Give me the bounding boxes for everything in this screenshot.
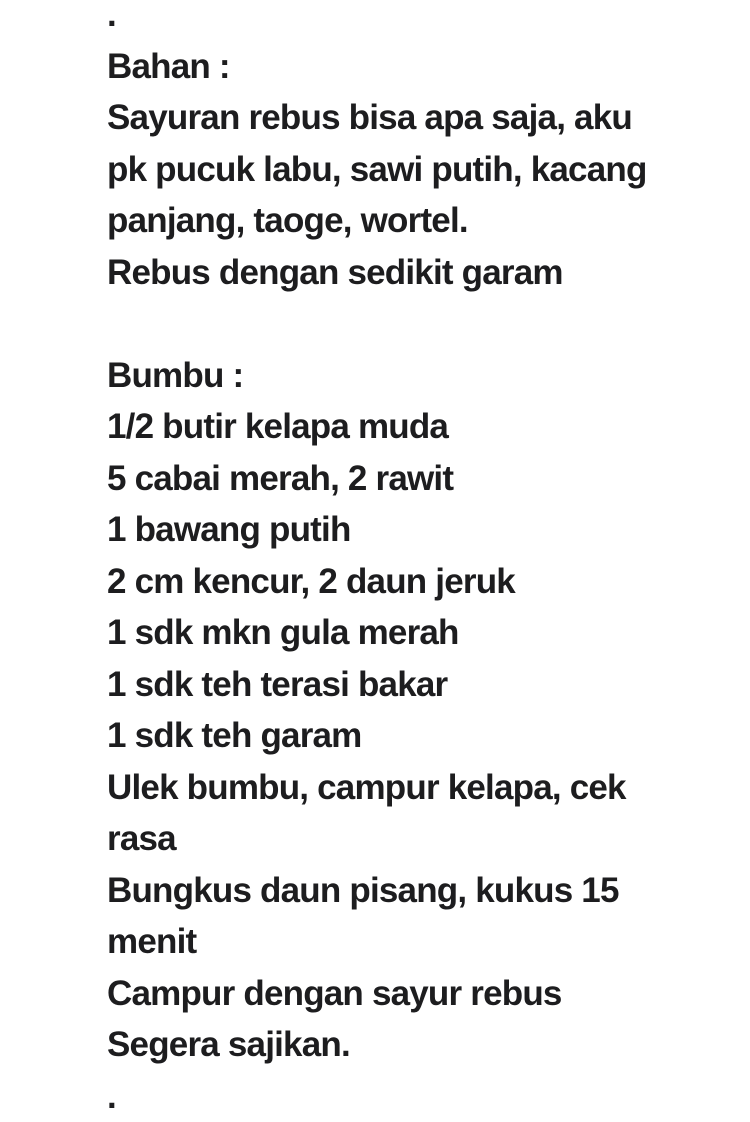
bumbu-text-line: 1 sdk mkn gula merah (107, 607, 737, 659)
bahan-text-line: Rebus dengan sedikit garam (107, 247, 737, 299)
bumbu-text-line: Segera sajikan. (107, 1019, 737, 1071)
trailing-dot: . (107, 1071, 737, 1122)
blank-line (107, 298, 737, 350)
bumbu-text-line: 5 cabai merah, 2 rawit (107, 453, 737, 505)
bumbu-text-line: 1 sdk teh garam (107, 710, 737, 762)
bumbu-text-line: Bungkus daun pisang, kukus 15 (107, 865, 737, 917)
bumbu-text-line: Campur dengan sayur rebus (107, 968, 737, 1020)
bahan-text-line: Sayuran rebus bisa apa saja, aku (107, 92, 737, 144)
bahan-text-line: pk pucuk labu, sawi putih, kacang (107, 144, 737, 196)
bumbu-text-line: 2 cm kencur, 2 daun jeruk (107, 556, 737, 608)
bumbu-text-line: 1 sdk teh terasi bakar (107, 659, 737, 711)
bahan-text-line: panjang, taoge, wortel. (107, 195, 737, 247)
bumbu-text-line: 1 bawang putih (107, 504, 737, 556)
recipe-text-block (107, 0, 737, 1122)
bahan-section-heading: Bahan : (107, 41, 737, 93)
leading-dot: . (107, 0, 737, 41)
bumbu-section-heading: Bumbu : (107, 350, 737, 402)
bumbu-text-line: Ulek bumbu, campur kelapa, cek (107, 762, 737, 814)
bumbu-text-line: 1/2 butir kelapa muda (107, 401, 737, 453)
bumbu-text-line: rasa (107, 813, 737, 865)
bumbu-text-line: menit (107, 916, 737, 968)
